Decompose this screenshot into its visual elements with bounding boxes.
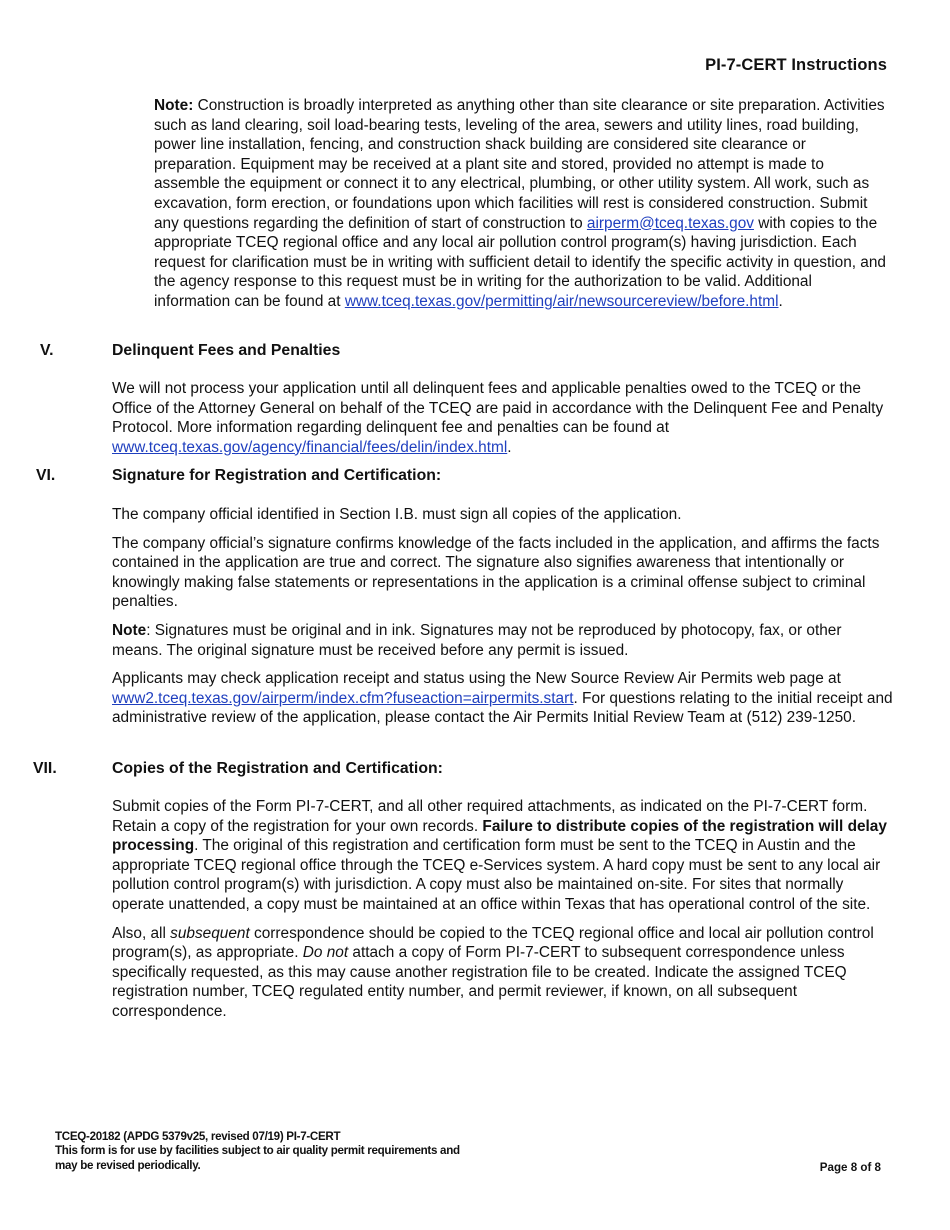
delinquent-text-2: . <box>507 438 512 456</box>
construction-note-paragraph <box>154 96 889 312</box>
section-6-body <box>112 505 894 728</box>
note-text-2: with copies to the appropriate TCEQ regional office and any local air pollution control program(s) having jurisdiction. Each request for clarification must be in writing with sufficient detail to identify the specific activity in question, and the agency response to this request must be in writing for the authorization to be valid. Additional information can be found at <box>154 214 886 310</box>
note-text-1: Construction is broadly interpreted as anything other than site clearance or site preparation. Activities such as land clearing, soil load-bearing tests, leveling of the area, sewers and utility lines, road building, power line installation, fencing, and construction shack building are considered site clearance or preparation. Equipment may be received at a plant site and stored, provided no attempt is made to assemble the equipment or connect it to any electrical, plumbing, or other utility system. All work, such as excavation, form erection, or foundations upon which facilities will rest is considered construction. Submit any questions regarding the definition of start of construction to <box>154 97 885 232</box>
copies-p2-italic-1: subsequent <box>170 924 250 942</box>
note-label: Note: <box>154 97 194 114</box>
signature-note-paragraph <box>112 621 894 660</box>
form-number: TCEQ-20182 (APDG 5379v25, revised 07/19) PI-7-CERT <box>55 1130 341 1143</box>
copies-p2-text-3: attach a copy of Form PI-7-CERT to subsequent correspondence unless specifically requested, as this may cause another registration file to be created. Indicate the assigned TCEQ registration number, TCEQ regulated entity number, and permit reviewer, if known, on all subsequent correspondence. <box>112 944 847 1020</box>
section-5-body <box>112 379 894 457</box>
page-number: Page 8 of 8 <box>819 1161 881 1174</box>
before-construction-link[interactable]: www.tceq.texas.gov/permitting/air/newsourcereview/before.html <box>344 292 779 310</box>
copies-text-2: . The original of this registration and certification form must be sent to the TCEQ in Austin and the appropriate TCEQ regional office through the TCEQ e-Services system. A hard copy must be sent to any local air pollution control program(s) with jurisdiction. A copy must also be maintained on-site. For sites that normally operate unattended, a copy must be maintained at an office within Texas that has operational control of the site. <box>112 837 881 913</box>
delinquent-fees-link[interactable]: www.tceq.texas.gov/agency/financial/fees/delin/index.html <box>112 438 508 456</box>
page-footer <box>55 1130 460 1173</box>
footer-usage-line: This form is for use by facilities subject to air quality permit requirements and <box>55 1144 460 1158</box>
status-text-1: Applicants may check application receipt and status using the New Source Review Air Permits web page at <box>112 670 841 688</box>
copies-bold-text: Failure to distribute copies of the registration will delay processing <box>112 817 887 855</box>
copies-paragraph-2 <box>112 924 894 1022</box>
signature-paragraph-1: The company official identified in Section I.B. must sign all copies of the application. <box>112 506 682 523</box>
copies-paragraph-1 <box>112 797 894 915</box>
email-link[interactable]: airperm@tceq.texas.gov <box>586 214 754 232</box>
delinquent-fees-paragraph <box>112 379 894 457</box>
status-text-2: . For questions relating to the initial receipt and administrative review of the application, please contact the Air Permits Initial Review Team at (512) 239-1250. <box>112 689 893 727</box>
section-7-title: Copies of the Registration and Certification: <box>112 760 443 777</box>
section-5-number: V. <box>40 342 54 359</box>
page-header-title: PI-7-CERT Instructions <box>705 56 887 74</box>
delinquent-text-1: We will not process your application until all delinquent fees and applicable penalties owed to the TCEQ or the Office of the Attorney General on behalf of the TCEQ are paid in accordance with the Delinquent Fee and Penalty Protocol. More information regarding delinquent fee and penalties can be found at <box>112 380 884 437</box>
section-6-number: VI. <box>36 467 56 484</box>
signature-paragraph-4 <box>112 669 894 728</box>
section-7-number: VII. <box>33 760 57 777</box>
signature-note-label: Note <box>112 621 147 639</box>
copies-p2-text-2: correspondence should be copied to the TCEQ regional office and local air pollution control program(s), as appropriate. <box>112 924 874 962</box>
copies-text-1: Submit copies of the Form PI-7-CERT, and all other required attachments, as indicated on the PI-7-CERT form. Retain a copy of the registration for your own records. <box>112 798 868 835</box>
section-7-body <box>112 797 894 1022</box>
airpermits-link[interactable]: www2.tceq.texas.gov/airperm/index.cfm?fuseaction=airpermits.start <box>112 689 574 707</box>
signature-note-text: : Signatures must be original and in ink. Signatures may not be reproduced by photocopy, fax, or other means. The original signature must be received before any permit is issued. <box>112 621 842 659</box>
section-5-title: Delinquent Fees and Penalties <box>112 342 341 359</box>
construction-note <box>154 96 889 312</box>
signature-paragraph-2: The company official’s signature confirms knowledge of the facts included in the application, and affirms the facts contained in the application are true and correct. The signature also signifies awareness that intentionally or knowingly making false statements or representations in the application is a criminal offense subject to criminal penalties. <box>112 534 880 611</box>
footer-revision-line: may be revised periodically. <box>55 1158 201 1172</box>
copies-p2-text-1: Also, all <box>112 924 171 942</box>
copies-p2-italic-2: Do not <box>302 944 349 962</box>
note-text-3: . <box>778 292 783 310</box>
section-6-title: Signature for Registration and Certification: <box>112 467 442 484</box>
